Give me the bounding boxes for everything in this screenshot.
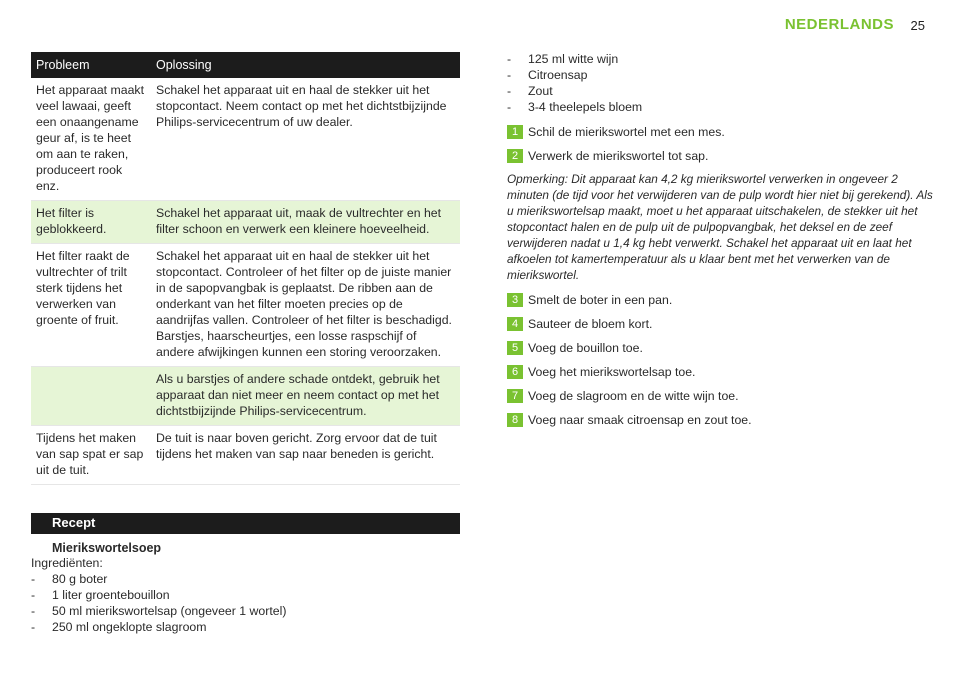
- table-row: [31, 78, 460, 201]
- step-number-badge: 4: [507, 317, 523, 331]
- recipe-section-title: Recept: [52, 515, 96, 530]
- step-text: Sauteer de bloem kort.: [528, 317, 653, 331]
- step-text: Voeg de slagroom en de witte wijn toe.: [528, 389, 739, 403]
- table-header-row: [31, 52, 460, 78]
- step-number-badge: 3: [507, 293, 523, 307]
- step-number-badge: 5: [507, 341, 523, 355]
- column-header-solution: Oplossing: [151, 52, 460, 78]
- language-heading: NEDERLANDS: [784, 16, 894, 33]
- list-item: - Citroensap: [507, 68, 588, 82]
- problem-cell: Tijdens het maken van sap spat er sap uit de tuit.: [31, 426, 151, 485]
- table-row: [31, 426, 460, 485]
- solution-cell: De tuit is naar boven gericht. Zorg ervoor dat de tuit tijdens het maken van sap naar beneden is gericht.: [151, 426, 460, 485]
- ingredients-list-left: [31, 571, 286, 635]
- list-item: - 3-4 theelepels bloem: [507, 100, 643, 114]
- list-item: - 250 ml ongeklopte slagroom: [31, 620, 207, 634]
- recipe-title: Mierikswortelsoep: [52, 541, 162, 555]
- solution-cell: Als u barstjes of andere schade ontdekt, gebruik het apparaat dan niet meer en neem contact op met het dichtstbijzijnde Philips-servicecentrum.: [151, 367, 460, 426]
- ingredients-list-right: [507, 51, 642, 115]
- list-item: - Zout: [507, 84, 553, 98]
- step-number-badge: 2: [507, 149, 523, 163]
- step-text: Schil de mierikswortel met een mes.: [528, 125, 725, 139]
- step-number-badge: 8: [507, 413, 523, 427]
- step-number-badge: 6: [507, 365, 523, 379]
- table-row: [31, 367, 460, 426]
- step-number-badge: 7: [507, 389, 523, 403]
- column-header-problem: Probleem: [31, 52, 151, 78]
- problem-cell: Het filter raakt de vultrechter of trilt sterk tijdens het verwerken van groente of fruit.: [31, 244, 151, 367]
- step-text: Voeg naar smaak citroensap en zout toe.: [528, 413, 752, 427]
- step-number-badge: 1: [507, 125, 523, 139]
- recipe-section-bar: [31, 513, 460, 534]
- problem-cell: Het apparaat maakt veel lawaai, geeft een onaangename geur af, is te heet om aan te raken, produceert rook enz.: [31, 78, 151, 201]
- ingredients-label: Ingrediënten:: [31, 556, 103, 570]
- solution-cell: Schakel het apparaat uit en haal de stekker uit het stopcontact. Neem contact op met het dichtstbijzijnde Philips-servicecentrum of uw dealer.: [151, 78, 460, 201]
- solution-cell: Schakel het apparaat uit, maak de vultrechter en het filter schoon en verwerk een kleinere hoeveelheid.: [151, 201, 460, 244]
- troubleshooting-table: [31, 52, 460, 485]
- table-row: [31, 201, 460, 244]
- table-row: [31, 244, 460, 367]
- step-text: Verwerk de mierikswortel tot sap.: [528, 149, 709, 163]
- note-paragraph: Opmerking: Dit apparaat kan 4,2 kg mierikswortel verwerken in ongeveer 2 minuten (de tijd voor het verwijderen van de pulp wordt hier niet bij gerekend). Als u mierikswortelsap maakt, moet u het apparaat uitschakelen, de stekker uit het stopcontact halen en de pulp uit de pulpopvangbak, het deksel en de zeef verwijderen nadat u 1,4 kg hebt verwerkt. Schakel het apparaat uit en laat het afkoelen tot kamertemperatuur als u klaar bent met het verwerken van de mierikswortel.: [507, 172, 933, 282]
- list-item: - 50 ml mierikswortelsap (ongeveer 1 wortel): [31, 604, 287, 618]
- step-text: Smelt de boter in een pan.: [528, 293, 673, 307]
- page-number: 25: [910, 18, 925, 33]
- solution-cell: Schakel het apparaat uit en haal de stekker uit het stopcontact. Controleer of het filter op de juiste manier in de sapopvangbak is geplaatst. De ribben aan de onderkant van het filter moeten precies op de aandrijfas vallen. Controleer of het filter is beschadigd. Barstjes, haarscheurtjes, een losse raspschijf of andere afwijkingen kunnen een storing veroorzaken.: [151, 244, 460, 367]
- list-item: - 1 liter groentebouillon: [31, 588, 170, 602]
- step-text: Voeg de bouillon toe.: [528, 341, 643, 355]
- problem-cell: [31, 367, 151, 426]
- list-item: - 80 g boter: [31, 572, 108, 586]
- problem-cell: Het filter is geblokkeerd.: [31, 201, 151, 244]
- step-text: Voeg het mierikswortelsap toe.: [528, 365, 696, 379]
- list-item: - 125 ml witte wijn: [507, 52, 619, 66]
